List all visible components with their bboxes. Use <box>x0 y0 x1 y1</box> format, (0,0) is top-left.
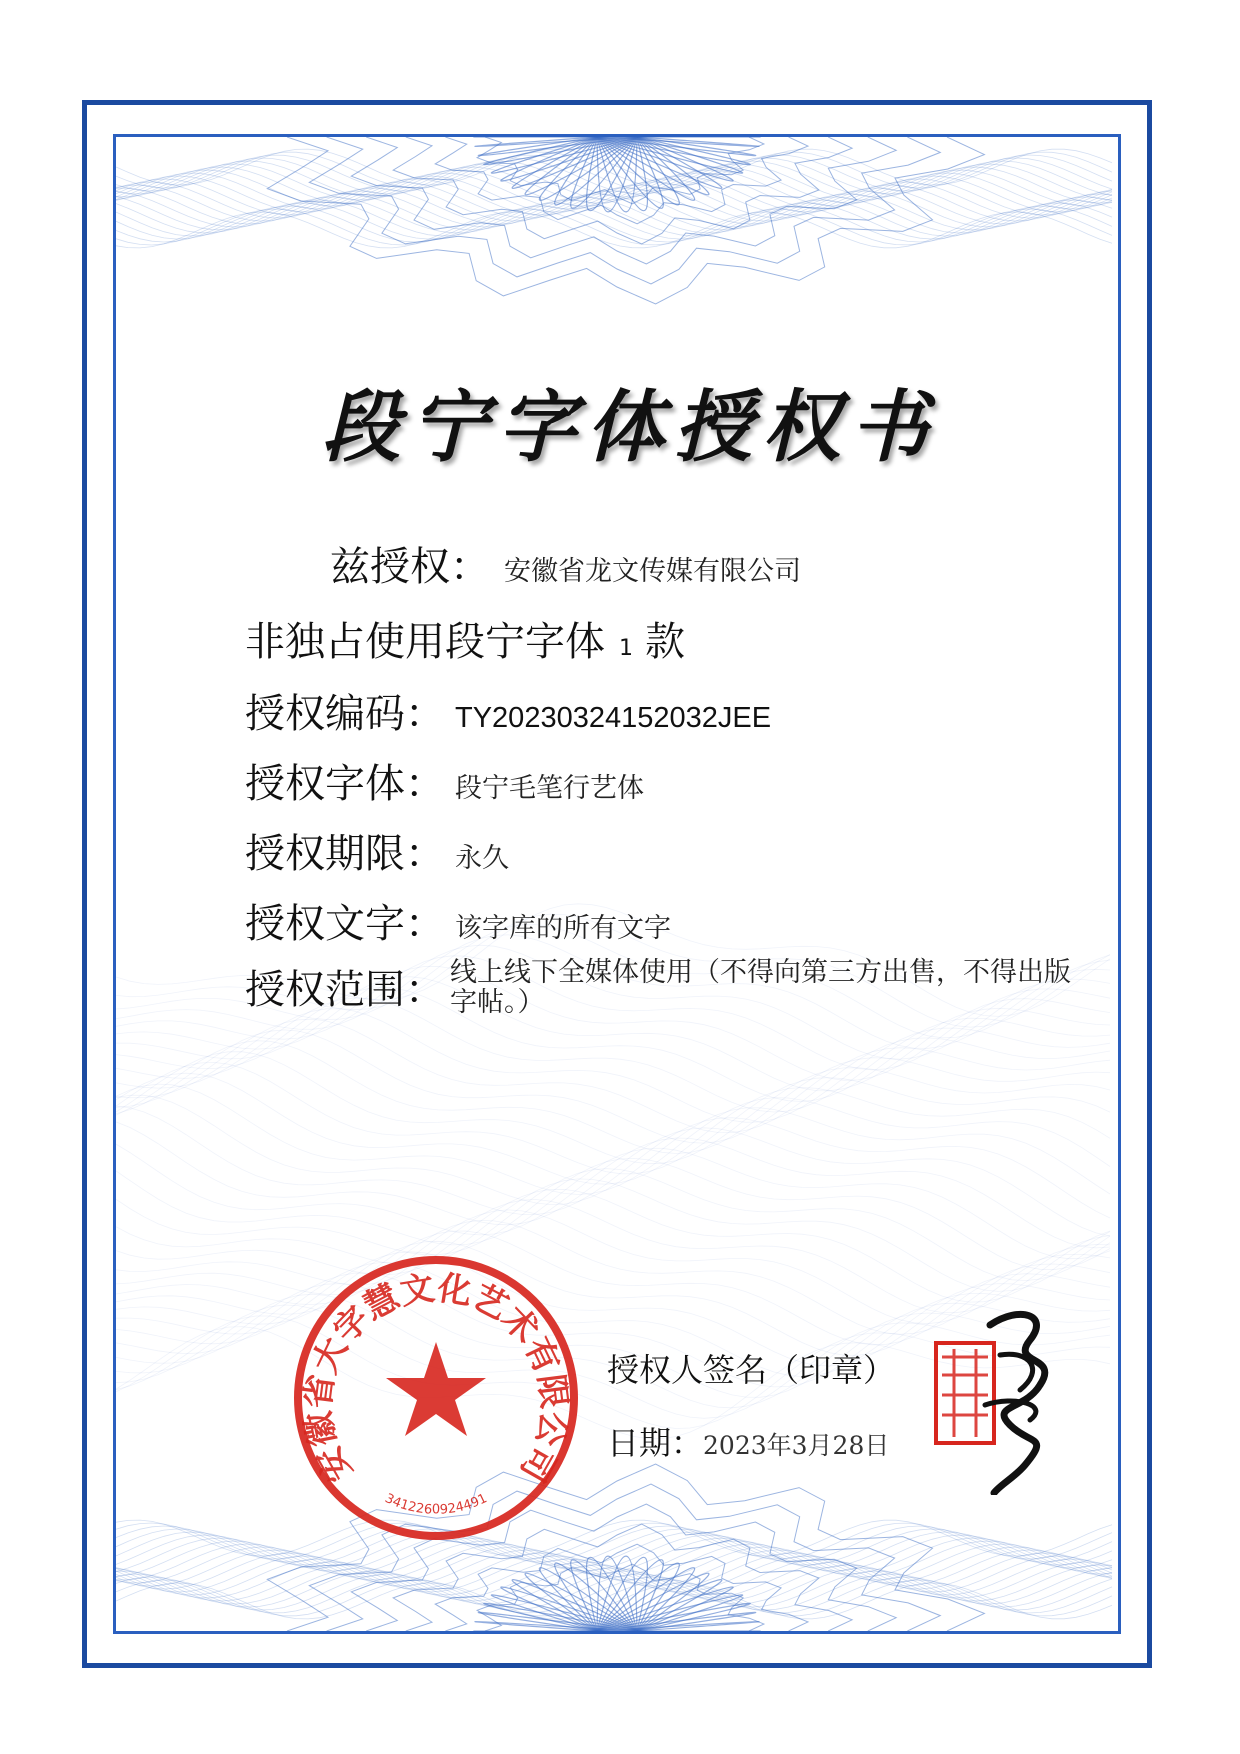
usage-count: 1 <box>619 636 633 661</box>
text-value: 该字库的所有文字 <box>455 913 671 944</box>
code-label: 授权编码： <box>245 691 445 737</box>
date-row <box>607 1418 889 1464</box>
code-row <box>245 682 771 739</box>
grantee-value: 安徽省龙文传媒有限公司 <box>504 556 801 587</box>
certificate-title: 段宁字体授权书 <box>321 382 938 473</box>
font-row <box>245 752 644 809</box>
signature-label: 授权人签名（印章） <box>607 1351 896 1389</box>
font-value: 段宁毛笔行艺体 <box>455 773 644 804</box>
font-label: 授权字体： <box>245 761 445 807</box>
date-value: 2023年3月28日 <box>703 1431 890 1460</box>
text-label: 授权文字： <box>245 901 445 947</box>
company-seal <box>288 1250 584 1546</box>
seal-star-icon <box>386 1342 486 1436</box>
usage-prefix: 非独占使用段宁字体 <box>245 619 605 665</box>
scope-value: 线上线下全媒体使用（不得向第三方出售，不得出版字帖。） <box>450 957 1071 1018</box>
date-label: 日期： <box>607 1424 704 1462</box>
seal-registration-number: 3412260924491 <box>382 1491 490 1518</box>
grantee-row <box>330 535 801 592</box>
seal-company-name: 安徽省大字慧文化艺术有限公司 <box>297 1268 575 1489</box>
scope-label: 授权范围： <box>245 967 445 1013</box>
term-label: 授权期限： <box>245 831 445 877</box>
scope-row <box>245 958 445 1015</box>
code-value: TY20230324152032JEE <box>455 702 772 734</box>
term-value: 永久 <box>455 843 509 874</box>
handwritten-signature <box>930 1295 1070 1495</box>
grantee-label: 兹授权： <box>330 544 490 590</box>
usage-row <box>245 610 685 667</box>
term-row <box>245 822 509 879</box>
text-row <box>245 892 671 949</box>
usage-suffix: 款 <box>645 619 685 665</box>
